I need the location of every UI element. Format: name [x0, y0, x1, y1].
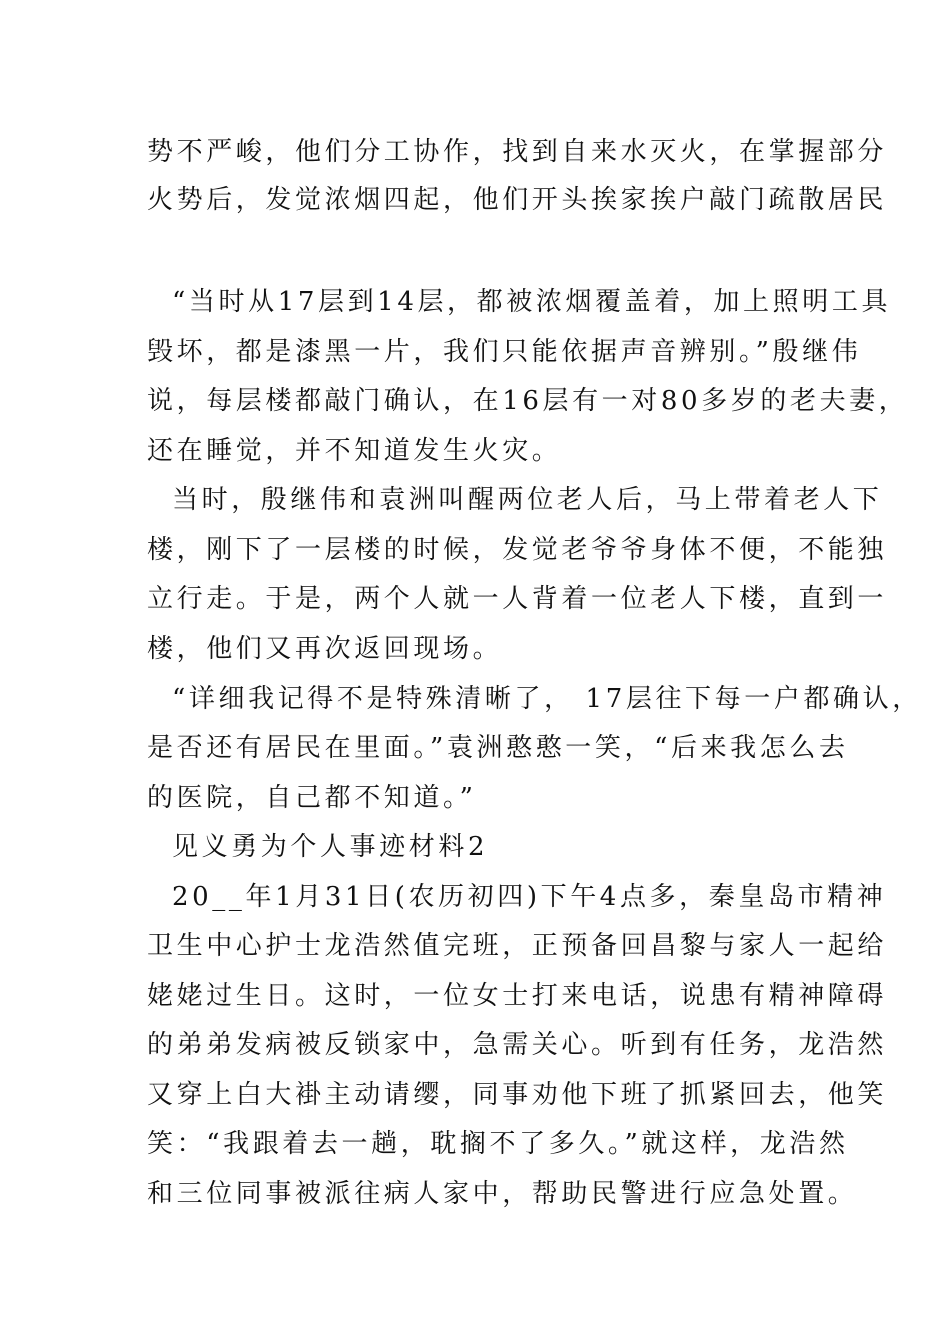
text-line: 的医院，自己都不知道。” — [147, 783, 477, 813]
text-line: 当时，殷继伟和袁洲叫醒两位老人后，马上带着老人下 — [172, 485, 883, 515]
text-line: 姥姥过生日。这时，一位女士打来电话，说患有精神障碍 — [147, 981, 888, 1011]
text-line: 是否还有居民在里面。”袁洲憨憨一笑，“后来我怎么去 — [147, 733, 849, 763]
text-line: 卫生中心护士龙浩然值完班，正预备回昌黎与家人一起给 — [147, 931, 888, 961]
text-line: “详细我记得不是特殊清晰了， 17层往下每一户都确认， — [172, 684, 922, 714]
text-line: 楼，刚下了一层楼的时候，发觉老爷爷身体不便，不能独 — [147, 535, 888, 565]
text-line: “当时从17层到14层，都被浓烟覆盖着，加上照明工具 — [172, 287, 892, 317]
text-line: 笑：“我跟着去一趟，耽搁不了多久。”就这样，龙浩然 — [147, 1129, 849, 1159]
section-heading: 见义勇为个人事迹材料2 — [172, 832, 489, 862]
text-line: 和三位同事被派往病人家中，帮助民警进行应急处置。 — [147, 1179, 858, 1209]
text-line: 还在睡觉，并不知道发生火灾。 — [147, 436, 562, 466]
text-line: 又穿上白大褂主动请缨，同事劝他下班了抓紧回去，他笑 — [147, 1080, 888, 1110]
text-line: 的弟弟发病被反锁家中，急需关心。听到有任务，龙浩然 — [147, 1030, 888, 1060]
text-line: 楼，他们又再次返回现场。 — [147, 634, 503, 664]
text-line: 说，每层楼都敲门确认，在16层有一对80多岁的老夫妻， — [147, 386, 909, 416]
text-line: 20__年1月31日(农历初四)下午4点多，秦皇岛市精神 — [172, 882, 887, 912]
text-line: 立行走。于是，两个人就一人背着一位老人下楼，直到一 — [147, 584, 888, 614]
text-line: 毁坏，都是漆黑一片，我们只能依据声音辨别。”殷继伟 — [147, 337, 862, 367]
text-line: 火势后，发觉浓烟四起，他们开头挨家挨户敲门疏散居民 — [147, 185, 888, 215]
text-line: 势不严峻，他们分工协作，找到自来水灭火，在掌握部分 — [147, 137, 888, 167]
